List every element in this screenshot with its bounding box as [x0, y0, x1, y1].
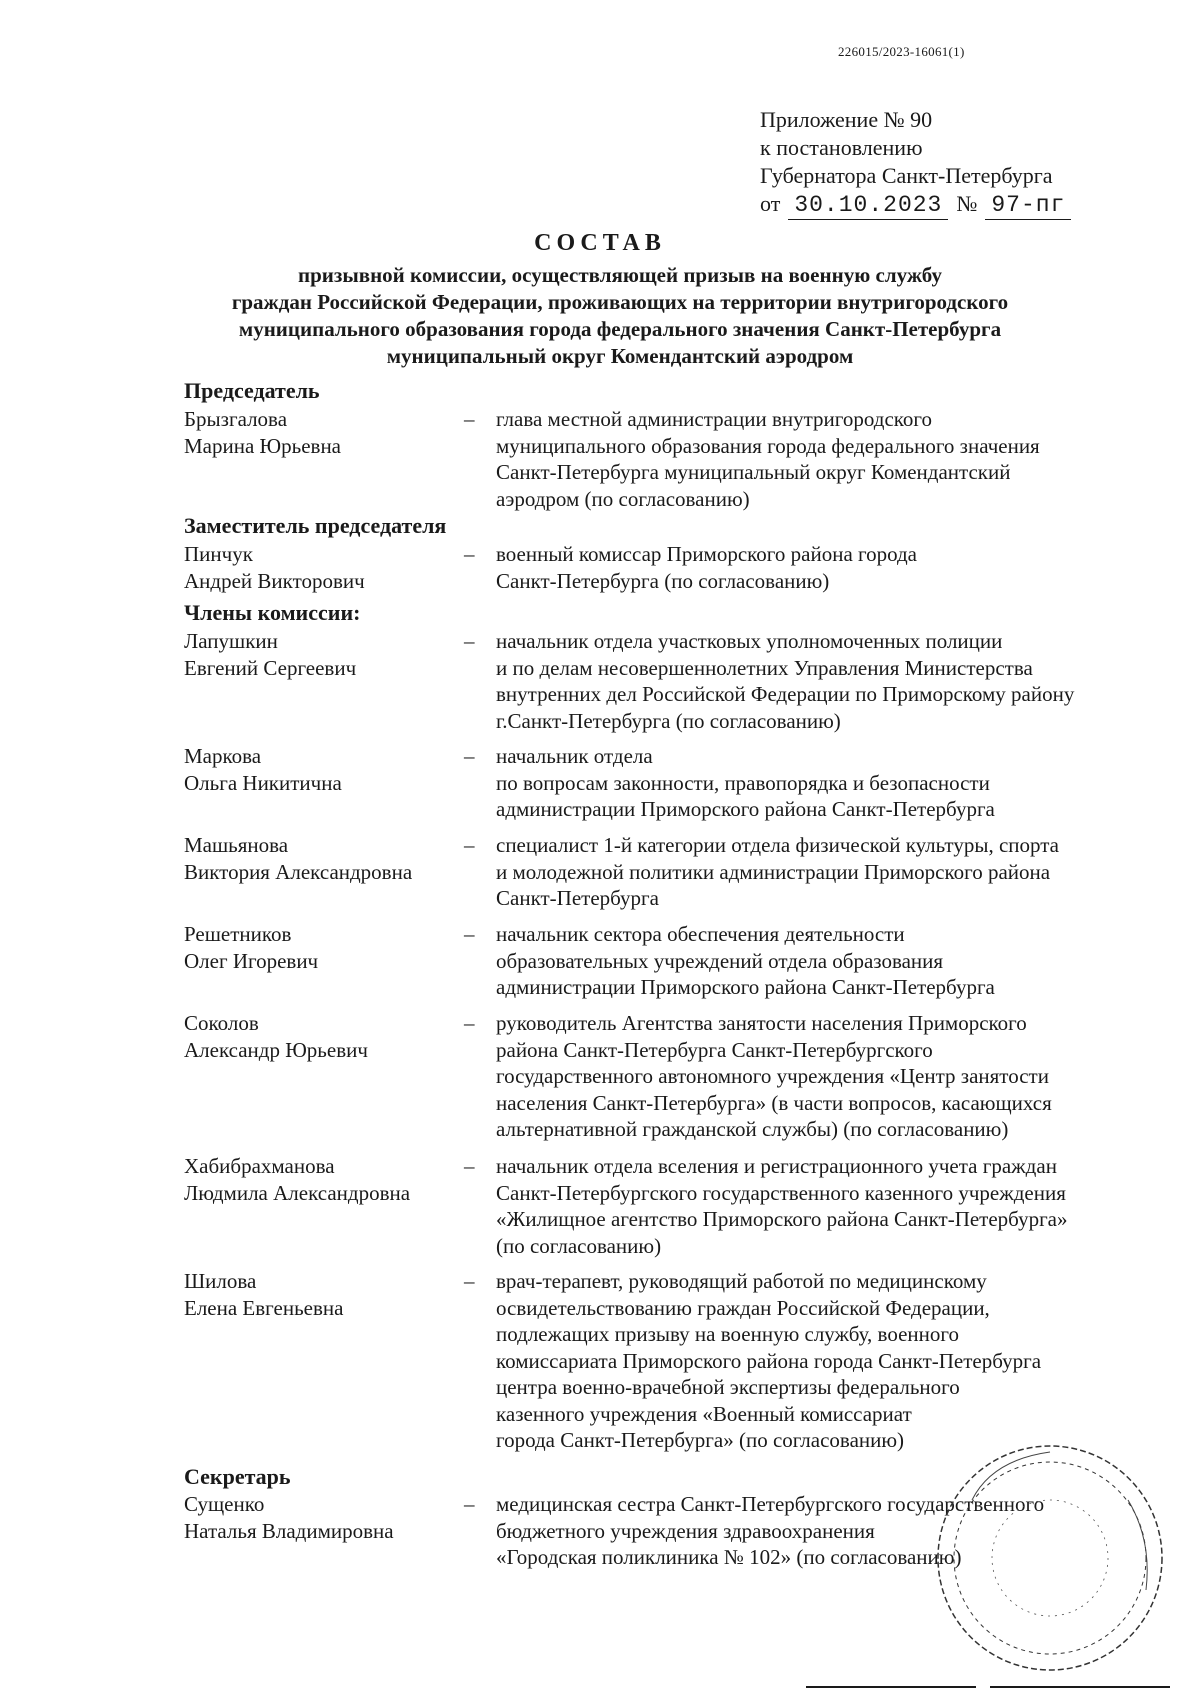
dash: –	[464, 1492, 475, 1516]
member-name: Брызгалова Марина Юрьевна	[184, 407, 341, 458]
member-role: начальник отдела по вопросам законности, правопорядка и безопасности администрации Приморского района Санкт-Петербурга	[496, 744, 995, 821]
member-entry	[184, 628, 1144, 734]
section-chairman: Председатель	[184, 378, 320, 403]
dash: –	[464, 629, 475, 653]
subtitle-line: муниципальный округ Комендантский аэродром	[386, 344, 854, 368]
member-name: Пинчук Андрей Викторович	[184, 542, 365, 593]
member-role: медицинская сестра Санкт-Петербургского государственного бюджетного учреждения здравоохранения «Городская поликлиника № 102» (по согласованию)	[496, 1492, 1045, 1569]
decree-number: 97-пг	[985, 191, 1071, 220]
decree-date: 30.10.2023	[788, 191, 948, 220]
appendix-line: Приложение № 90	[760, 107, 933, 132]
member-name: Лапушкин Евгений Сергеевич	[184, 629, 357, 680]
member-name: Решетников Олег Игоревич	[184, 922, 319, 973]
member-name: Шилова Елена Евгеньевна	[184, 1269, 344, 1320]
dash: –	[464, 922, 475, 946]
member-entry	[184, 1010, 1144, 1143]
subtitle-line: граждан Российской Федерации, проживающих на территории внутригородского	[231, 290, 1009, 314]
member-role: начальник отдела вселения и регистрационного учета граждан Санкт-Петербургского государственного казенного учреждения «Жилищное агентство Приморского района Санкт-Петербурга» (по согласованию)	[496, 1154, 1068, 1258]
member-role: военный комиссар Приморского района города Санкт-Петербурга (по согласованию)	[496, 542, 918, 593]
member-name: Маркова Ольга Никитична	[184, 744, 342, 795]
document-subtitle	[160, 262, 1080, 370]
member-role: руководитель Агентства занятости населения Приморского района Санкт-Петербурга Санкт-Петербургского государственного автономного учреждения «Центр занятости населения Санкт-Петербурга» (в части вопросов, касающихся альтернативной гражданской службы) (по согласованию)	[496, 1011, 1052, 1141]
member-role: врач-терапевт, руководящий работой по медицинскому освидетельствованию граждан Российской Федерации, подлежащих призыву на военную службу, военного комиссариата Приморского района города Санкт-Петербурга центра военно-врачебной экспертизы федерального казенного учреждения «Военный комиссариат города Санкт-Петербурга» (по согласованию)	[496, 1269, 1042, 1452]
member-role: начальник сектора обеспечения деятельности образовательных учреждений отдела образования администрации Приморского района Санкт-Петербурга	[496, 922, 995, 999]
footer-rule	[806, 1686, 976, 1688]
dash: –	[464, 1154, 475, 1178]
member-entry	[184, 921, 1144, 1001]
appendix-line: Губернатора Санкт-Петербурга	[760, 163, 1053, 188]
from-label: от	[760, 191, 781, 216]
subtitle-line: призывной комиссии, осуществляющей призыв на военную службу	[298, 263, 942, 287]
member-entry	[184, 406, 1144, 512]
dash: –	[464, 407, 475, 431]
section-members: Члены комиссии:	[184, 600, 361, 625]
number-label: №	[956, 191, 978, 216]
subtitle-line: муниципального образования города федерального значения Санкт-Петербурга	[238, 317, 1002, 341]
document-id: 226015/2023-16061(1)	[838, 44, 965, 59]
member-entry	[184, 541, 1144, 594]
dash: –	[464, 744, 475, 768]
footer-rule	[990, 1686, 1170, 1688]
appendix-block	[760, 106, 1071, 220]
member-entry	[184, 1268, 1144, 1454]
official-stamp	[932, 1440, 1168, 1676]
member-entry	[184, 832, 1144, 912]
section-deputy: Заместитель председателя	[184, 513, 447, 538]
member-name: Машьянова Виктория Александровна	[184, 833, 413, 884]
appendix-date-line	[760, 190, 1071, 220]
member-name: Соколов Александр Юрьевич	[184, 1011, 368, 1062]
member-role: начальник отдела участковых уполномоченных полиции и по делам несовершеннолетних Управления Министерства внутренних дел Российской Федерации по Приморскому району г.Санкт-Петербурга (по согласованию)	[496, 629, 1075, 733]
member-role: специалист 1-й категории отдела физической культуры, спорта и молодежной политики администрации Приморского района Санкт-Петербурга	[496, 833, 1059, 910]
section-secretary: Секретарь	[184, 1464, 291, 1489]
document-title: СОСТАВ	[534, 230, 666, 256]
member-name: Сущенко Наталья Владимировна	[184, 1492, 394, 1543]
dash: –	[464, 1269, 475, 1293]
member-entry	[184, 1153, 1144, 1259]
member-name: Хабибрахманова Людмила Александровна	[184, 1154, 411, 1205]
dash: –	[464, 833, 475, 857]
member-role: глава местной администрации внутригородского муниципального образования города федерального значения Санкт-Петербурга муниципальный округ Комендантский аэродром (по согласованию)	[496, 407, 1040, 511]
member-entry	[184, 743, 1144, 823]
appendix-line: к постановлению	[760, 135, 923, 160]
dash: –	[464, 542, 475, 566]
dash: –	[464, 1011, 475, 1035]
